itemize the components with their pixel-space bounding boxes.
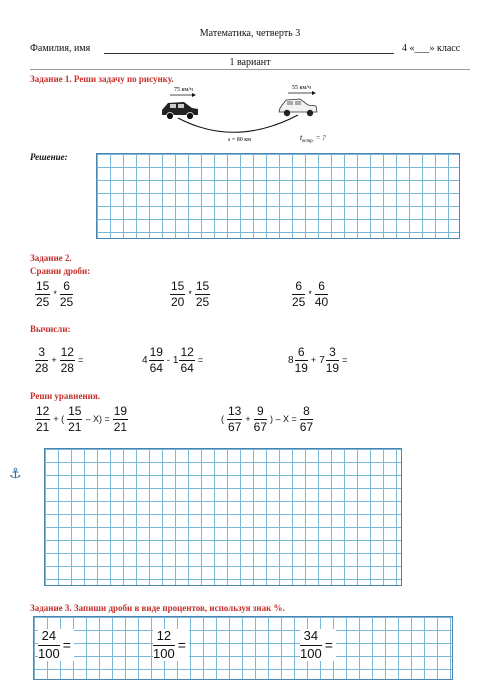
calc-item-1: $\frac{3}{28}$ + $\frac{12}{28}$ = [35,345,84,375]
fraction: $\frac{13}{67}$ [228,404,242,434]
compare-sign: * [308,289,312,299]
compare-sign: * [53,289,57,299]
percent-item-2: $\frac{12}{100}$ = [153,629,189,661]
task3-heading: Задание 3. Запиши дроби в виде процентов, используя знак %. [30,603,285,613]
compare-item-2 [170,280,210,308]
fraction: $\frac{12}{21}$ [36,404,50,434]
class-label: 4 «___» класс [402,43,461,54]
fraction: $\frac{19}{21}$ [113,404,128,434]
anchor-icon[interactable]: ⚓ [9,466,22,482]
right-car-icon [279,99,317,116]
distance-label: s = 80 км [228,137,251,143]
solution-label: Решение: [30,152,68,162]
compare-sign: * [188,289,192,299]
percent-item-1: $\frac{24}{100}$ = [38,629,74,661]
fraction: $\frac{8}{67}$ [299,404,314,434]
task1-heading: Задание 1. Реши задачу по рисунку. [30,74,174,84]
equation-2: ( $\frac{13}{67}$ + $\frac{9}{67}$ ) – X = $\frac{8}{67}$ [221,404,314,434]
fraction: $\frac{6}{25}$ [292,279,306,309]
fraction: $\frac{12}{28}$ [60,345,74,375]
speed-right-label: 55 км/ч [292,85,311,91]
fraction: $\frac{34}{100}$ [300,628,322,661]
fraction: $\frac{15}{21}$ [68,404,82,434]
fraction: $\frac{12}{64}$ [180,345,194,375]
fraction: $\frac{15}{25}$ [195,279,210,309]
calc-item-2: 4 $\frac{19}{64}$ - 1 $\frac{12}{64}$ = [142,345,204,375]
time-question: $t_{встр.}$ = ? [300,133,326,144]
percent-item-3: $\frac{34}{100}$ = [300,629,336,661]
fraction: $\frac{6}{25}$ [59,279,74,309]
speed-left-label: 75 км/ч [174,87,193,93]
car-diagram [160,82,360,150]
header-divider [30,69,470,70]
equation-grid[interactable] [44,448,402,586]
fraction: $\frac{19}{64}$ [149,345,163,375]
fraction: $\frac{15}{25}$ [36,279,50,309]
fraction: $\frac{9}{67}$ [253,404,267,434]
equation-heading: Реши уравнения. [30,391,100,401]
equation-1: $\frac{12}{21}$ + ( $\frac{15}{21}$ – X) = $\frac{19}{21}$ [36,404,128,434]
compare-item-1 [35,280,73,308]
page-title: Математика, четверть 3 [199,28,301,39]
fraction: $\frac{6}{40}$ [314,279,329,309]
name-line [104,53,394,54]
fraction: $\frac{3}{19}$ [325,345,340,375]
task2-heading: Задание 2. [30,253,72,263]
solution-grid[interactable] [96,153,460,239]
left-car-icon [162,102,198,120]
calc-heading: Вычисли: [30,324,71,334]
fraction: $\frac{12}{100}$ [153,628,175,661]
name-label: Фамилия, имя [30,43,91,54]
variant-label: 1 вариант [229,57,271,68]
calc-item-3: 8 $\frac{6}{19}$ + 7 $\frac{3}{19}$ = [288,345,348,375]
name-row [30,43,470,54]
fraction: $\frac{6}{19}$ [294,345,308,375]
fraction: $\frac{15}{20}$ [171,279,185,309]
fraction: $\frac{24}{100}$ [38,628,60,661]
compare-heading: Сравни дроби: [30,266,91,276]
fraction: $\frac{3}{28}$ [35,345,49,375]
percent-grid[interactable] [33,616,453,680]
compare-item-3 [292,280,328,308]
